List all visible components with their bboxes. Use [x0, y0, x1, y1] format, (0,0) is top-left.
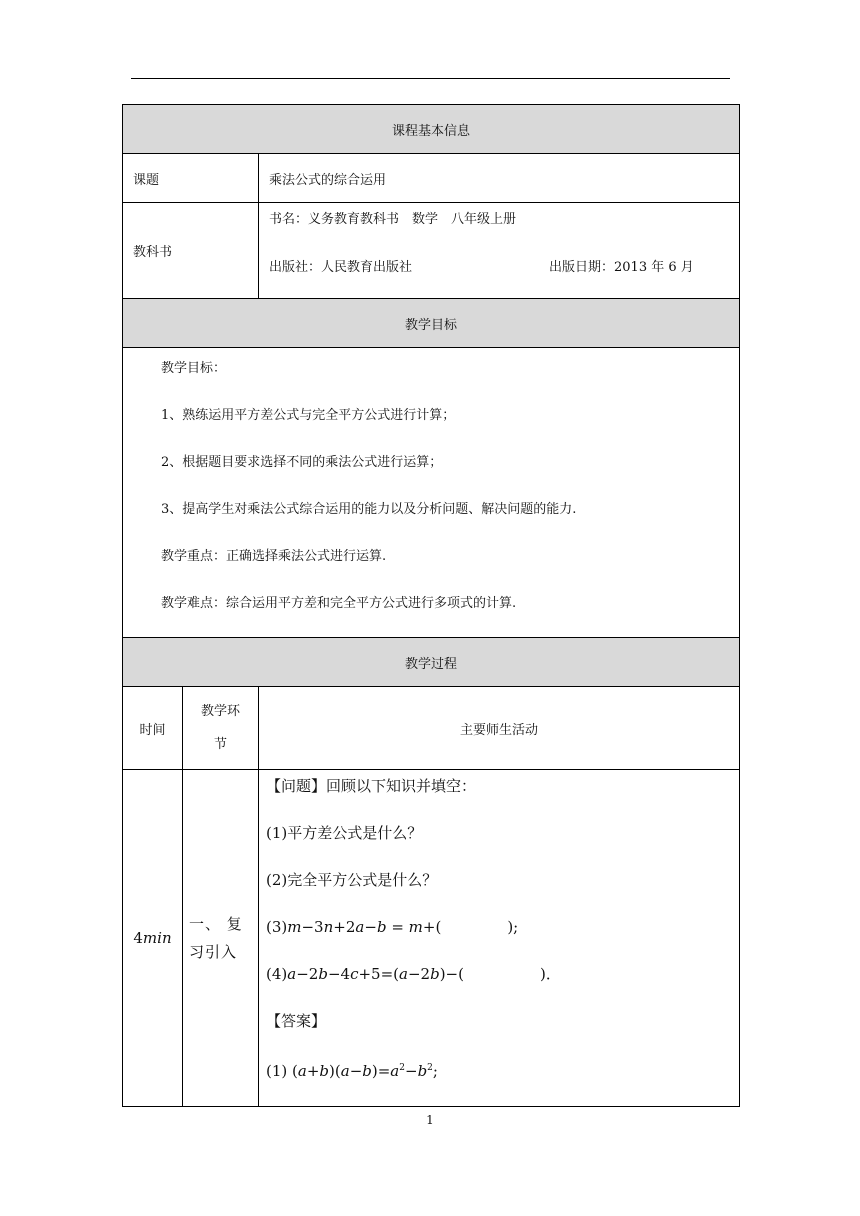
publisher-row	[269, 259, 739, 277]
stage-line2: 习引入	[189, 943, 238, 961]
header-rule	[131, 78, 730, 79]
topic-label-cell	[123, 154, 259, 203]
row-time-cell	[123, 770, 183, 1107]
section-objectives-header	[123, 299, 740, 348]
activity-header: 主要师生活动	[460, 722, 539, 738]
col-header-activity	[259, 687, 740, 770]
key-point: 教学重点：正确选择乘法公式进行运算.	[161, 549, 387, 564]
textbook-info-cell	[259, 203, 740, 299]
difficulty: 教学难点：综合运用平方差和完全平方公式进行多项式的计算.	[161, 596, 517, 611]
publisher: 出版社：人民教育出版社	[269, 260, 413, 275]
textbook-label-cell	[123, 203, 259, 299]
section-process-header	[123, 638, 740, 687]
section-title: 教学过程	[405, 656, 458, 672]
lesson-plan-table	[122, 104, 740, 1107]
section-basic-info-header	[123, 105, 740, 154]
question-4: (4)a−2b−4c+5=(a−2b)−( )．	[266, 965, 561, 983]
time-number: 4	[133, 929, 143, 947]
section-title: 课程基本信息	[392, 123, 471, 139]
question-2: (2)完全平方公式是什么？	[266, 871, 438, 889]
answer-1: (1) $(a+b)(a-b)=a^2-b^2$;	[266, 1062, 438, 1080]
objective-item: 2、根据题目要求选择不同的乘法公式进行运算；	[161, 455, 443, 470]
topic-value: 乘法公式的综合运用	[269, 172, 387, 188]
topic-label: 课题	[133, 172, 160, 188]
textbook-label: 教科书	[133, 245, 173, 260]
objective-item: 3、提高学生对乘法公式综合运用的能力以及分析问题、解决问题的能力.	[161, 502, 577, 517]
question-3: (3)m−3n+2a−b = m+( );	[266, 918, 519, 936]
book-name: 书名：义务教育教科书 数学 八年级上册	[269, 212, 517, 227]
stage-header-line1: 教学环	[200, 703, 240, 719]
objectives-cell	[123, 348, 740, 638]
row-activity-cell	[259, 770, 740, 1107]
time-header: 时间	[139, 722, 166, 738]
section-title: 教学目标	[405, 317, 458, 333]
topic-value-cell	[259, 154, 740, 203]
question-1: (1)平方差公式是什么？	[266, 824, 423, 842]
time-unit: min	[142, 929, 172, 947]
stage-line1: 一、 复	[189, 915, 243, 933]
publish-date: 出版日期：2013 年 6 月	[549, 260, 694, 275]
question-title: 【问题】回顾以下知识并填空：	[266, 777, 477, 795]
page-number: 1	[426, 1113, 434, 1127]
row-stage-cell	[183, 770, 259, 1107]
col-header-time	[123, 687, 183, 770]
stage-header-line2: 节	[213, 736, 227, 752]
answer-title: 【答案】	[266, 1012, 327, 1030]
objectives-intro: 教学目标：	[161, 361, 227, 376]
col-header-stage	[183, 687, 259, 770]
objective-item: 1、熟练运用平方差公式与完全平方公式进行计算；	[161, 408, 456, 423]
